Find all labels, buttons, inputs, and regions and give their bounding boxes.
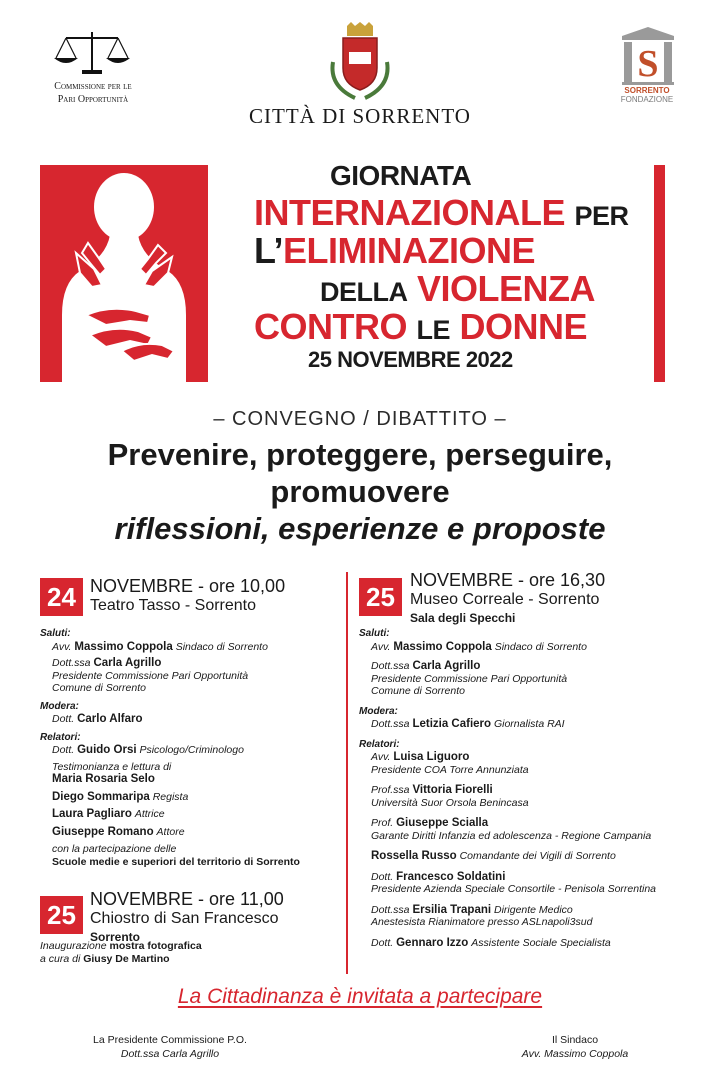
- right-moderator: [359, 718, 679, 731]
- signature-right-role: Il Sindaco: [551, 1034, 599, 1046]
- signature-right: [500, 1033, 650, 1061]
- speaker-name: Francesco Soldatini: [396, 870, 506, 883]
- column-divider: [346, 572, 348, 974]
- day2-program: [40, 940, 340, 965]
- right-speaker-2: [359, 784, 679, 797]
- title: Dott.: [371, 936, 394, 949]
- signature-right-name: Avv. Massimo Coppola: [521, 1048, 629, 1060]
- hero-illustration: [40, 165, 208, 382]
- speaker-role: Attore: [156, 825, 185, 838]
- title: Dott.ssa: [52, 657, 91, 669]
- curator-name: Giusy De Martino: [83, 952, 170, 965]
- cpo-label-line2: Pari Opportunità: [57, 94, 129, 105]
- day1-relatori-label: Relatori:: [40, 731, 81, 743]
- speaker-note: Testimonianza e lettura di: [52, 760, 172, 773]
- day1-saluti-1: [40, 641, 340, 654]
- title: Dott.: [52, 713, 75, 725]
- speaker-role: Presidente Commissione Pari Opportunità: [52, 669, 249, 682]
- right-saluti-2: [359, 660, 679, 673]
- day1-program: [40, 628, 340, 868]
- day1-speaker-3: [40, 791, 340, 804]
- right-modera-label: Modera:: [359, 705, 398, 717]
- speaker-name: Maria Rosaria Selo: [52, 773, 155, 785]
- right-speaker-5: [359, 871, 679, 884]
- scales-logo-icon: [52, 28, 132, 78]
- schools-note: Scuole medie e superiori del territorio di Sorrento: [52, 855, 300, 868]
- title: Avv.: [371, 751, 391, 763]
- speaker-role: Comune di Sorrento: [371, 685, 465, 697]
- inauguration-label: Inaugurazione: [40, 940, 107, 952]
- right-heading: [410, 571, 605, 628]
- title: Dott.: [371, 870, 394, 883]
- right-relatori-label: Relatori:: [359, 738, 400, 750]
- right-saluti-label: Saluti:: [359, 628, 390, 639]
- hero-della: DELLA: [320, 277, 408, 307]
- day2-heading-1: NOVEMBRE - ore 11,00: [90, 889, 284, 909]
- hero-line-3: [254, 230, 535, 272]
- hero-line-4: [320, 268, 595, 310]
- speaker-name: Vittoria Fiorelli: [412, 784, 493, 796]
- right-speaker-3: [359, 817, 679, 830]
- event-kicker: – CONVEGNO / DIBATTITO –: [213, 408, 507, 430]
- right-heading-2: Museo Correale - Sorrento: [410, 591, 600, 608]
- speaker-name: Letizia Cafiero: [412, 718, 492, 730]
- day1-speaker-5: [40, 826, 340, 839]
- signature-left-role: La Presidente Commissione P.O.: [93, 1034, 247, 1046]
- speaker-name: Giuseppe Romano: [52, 825, 154, 838]
- signature-left: [70, 1033, 270, 1061]
- right-saluti-1: [359, 641, 679, 654]
- right-speaker-4: [359, 850, 679, 863]
- speaker-role: Regista: [152, 790, 189, 803]
- speaker-name: Guido Orsi: [77, 744, 137, 756]
- fondazione-sorrento-logo-icon: [620, 26, 676, 86]
- event-title-2: promuovere: [270, 474, 450, 509]
- speaker-role: Psicologo/Criminologo: [139, 744, 244, 756]
- fondazione-label: [612, 86, 682, 104]
- speaker-name: Laura Pagliaro: [52, 808, 132, 820]
- right-speaker-1: [359, 751, 679, 764]
- fondazione-label-2: FONDAZIONE: [620, 95, 674, 104]
- invitation-text: La Cittadinanza è invitata a partecipare: [177, 985, 543, 1008]
- title: Dott.: [52, 744, 75, 756]
- speaker-name: Rossella Russo: [371, 850, 457, 862]
- speaker-role: Comune di Sorrento: [52, 682, 146, 694]
- day-badge-25-left: 25: [40, 896, 83, 934]
- day1-saluti-2: [40, 657, 340, 670]
- day1-moderator: [40, 713, 340, 726]
- speaker-role: Comandante dei Vigili di Sorrento: [459, 850, 616, 862]
- speaker-role: Sindaco di Sorrento: [494, 640, 587, 653]
- speaker-role: Presidente Commissione Pari Opportunità: [371, 672, 568, 685]
- title: Prof.: [371, 817, 394, 829]
- right-heading-1: NOVEMBRE - ore 16,30: [410, 570, 606, 590]
- right-speaker-6: [359, 904, 679, 917]
- speaker-name: Luisa Liguoro: [393, 751, 470, 763]
- speaker-name: Diego Sommaripa: [52, 790, 150, 803]
- day-badge-24: 24: [40, 578, 83, 616]
- speaker-role: Presidente COA Torre Annunziata: [371, 763, 529, 776]
- hero-le: LE: [416, 315, 451, 345]
- hero-contro: CONTRO: [254, 306, 407, 347]
- speaker-name: Carla Agrillo: [412, 660, 481, 672]
- title: Avv.: [371, 640, 391, 653]
- speaker-role: Garante Diritti Infanzia ed adolescenza - Regione Campania: [371, 829, 652, 842]
- hero-l-apostrophe: L’: [254, 230, 284, 271]
- speaker-role: Attrice: [134, 808, 165, 820]
- hero-line-5: [254, 306, 587, 348]
- exhibition-name: mostra fotografica: [109, 940, 202, 952]
- hero-line-2: [254, 192, 629, 234]
- speaker-name: Gennaro Izzo: [396, 936, 469, 949]
- cpo-label-line1: Commissione per le: [54, 81, 132, 92]
- day-badge-25-right: 25: [359, 578, 402, 616]
- event-title-3: riflessioni, esperienze e proposte: [114, 511, 606, 546]
- speaker-role: Anestesista Rianimatore presso ASLnapoli3sud: [371, 916, 593, 928]
- speaker-name: Massimo Coppola: [74, 640, 173, 653]
- speaker-role: Sindaco di Sorrento: [175, 640, 268, 653]
- day1-speaker-1: [40, 744, 340, 757]
- speaker-role: Dirigente Medico: [493, 903, 573, 916]
- speaker-name: Giuseppe Scialla: [396, 817, 489, 829]
- speaker-name: Carlo Alfaro: [77, 713, 143, 725]
- right-program: [359, 628, 679, 949]
- day1-speaker-4: [40, 808, 340, 821]
- speaker-note: con la partecipazione delle: [52, 843, 177, 855]
- day2-heading: [90, 890, 284, 947]
- hero-line-1: GIORNATA: [330, 160, 472, 191]
- title: Dott.ssa: [371, 660, 410, 672]
- speaker-role: Assistente Sociale Specialista: [471, 936, 611, 949]
- title: Dott.ssa: [371, 903, 410, 916]
- speaker-role: Università Suor Orsola Benincasa: [371, 796, 529, 809]
- curated-by-label: a cura di: [40, 952, 81, 965]
- hero-violenza: VIOLENZA: [417, 268, 596, 309]
- hero-date: 25 NOVEMBRE 2022: [308, 347, 513, 372]
- speaker-name: Massimo Coppola: [393, 640, 492, 653]
- hero-accent-bar: [654, 165, 665, 382]
- day1-heading-2: Teatro Tasso - Sorrento: [90, 597, 257, 614]
- hero-internazionale: INTERNAZIONALE: [254, 192, 565, 233]
- day1-modera-label: Modera:: [40, 700, 79, 712]
- speaker-role: Presidente Azienda Speciale Consortile - Penisola Sorrentina: [371, 883, 657, 895]
- cpo-label: [38, 80, 148, 106]
- day1-heading: [90, 577, 285, 615]
- title: Avv.: [52, 640, 72, 653]
- hero-eliminazione: ELIMINAZIONE: [283, 230, 536, 271]
- signature-left-name: Dott.ssa Carla Agrillo: [120, 1048, 220, 1060]
- day1-saluti-label: Saluti:: [40, 628, 71, 639]
- day2-heading-2: Chiostro di San Francesco: [90, 910, 279, 927]
- day1-heading-1: NOVEMBRE - ore 10,00: [90, 576, 286, 596]
- day2-heading-3: Sorrento: [90, 930, 141, 944]
- speaker-role: Giornalista RAI: [493, 718, 565, 730]
- hero-donne: DONNE: [459, 306, 588, 347]
- fondazione-label-1: SORRENTO: [624, 86, 670, 95]
- city-name: CITTÀ DI SORRENTO: [249, 104, 471, 128]
- fondazione-monogram: S: [637, 43, 659, 85]
- title: Prof.ssa: [371, 784, 410, 796]
- event-title-1: Prevenire, proteggere, perseguire,: [107, 437, 613, 472]
- hero-per: PER: [574, 201, 629, 231]
- right-speaker-7: [359, 937, 679, 950]
- speaker-name: Carla Agrillo: [93, 657, 162, 669]
- title: Dott.ssa: [371, 718, 410, 730]
- speaker-name: Ersilia Trapani: [412, 903, 492, 916]
- sorrento-crest-icon: [325, 22, 395, 102]
- right-heading-3: Sala degli Specchi: [410, 611, 516, 625]
